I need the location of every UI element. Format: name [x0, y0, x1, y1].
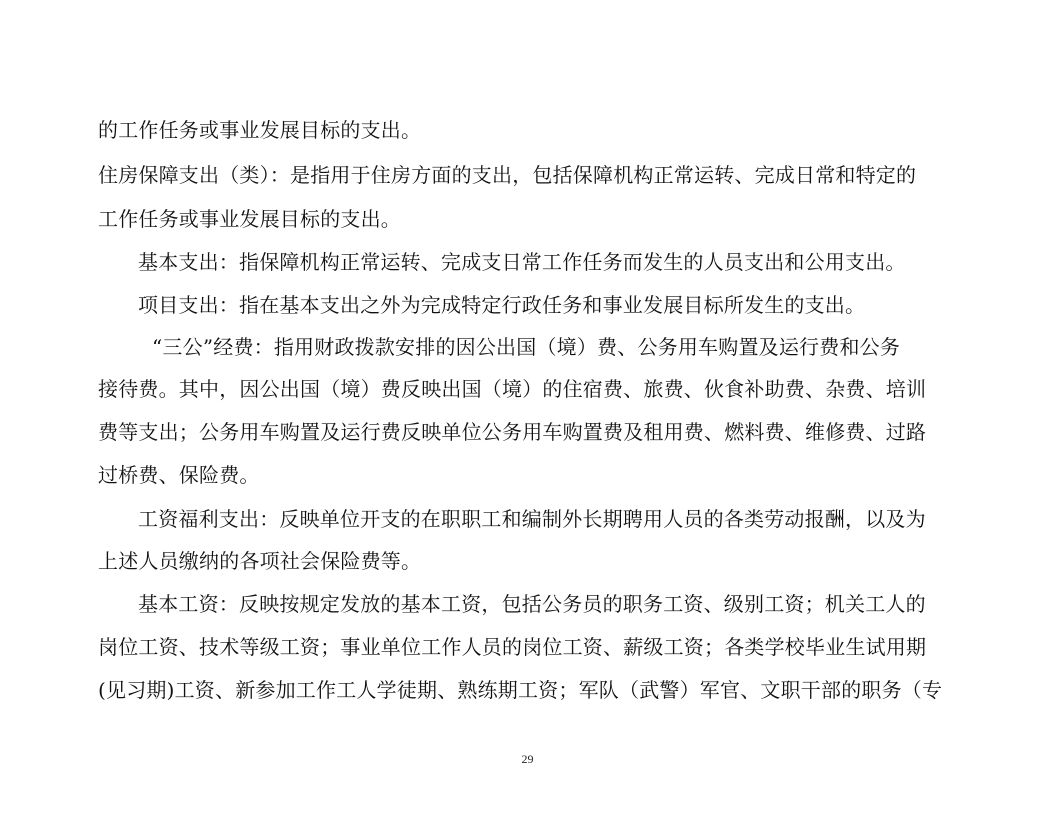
- text-line-4: 基本支出：指保障机构正常运转、完成支日常工作任务而发生的人员支出和公用支出。: [138, 250, 906, 274]
- text-line-6: “三公”经费：指用财政拨款安排的因公出国（境）费、公务用车购置及运行费和公务: [152, 335, 901, 359]
- text-line-8: 费等支出；公务用车购置及运行费反映单位公务用车购置费及租用费、燃料费、维修费、过路: [98, 420, 927, 444]
- text-line-1: 的工作任务或事业发展目标的支出。: [98, 118, 422, 142]
- text-line-12: 基本工资：反映按规定发放的基本工资，包括公务员的职务工资、级别工资；机关工人的: [138, 592, 926, 616]
- text-line-14: (见习期)工资、新参加工作工人学徒期、熟练期工资；军队（武警）军官、文职干部的职务（专: [98, 678, 943, 702]
- text-line-7: 接待费。其中，因公出国（境）费反映出国（境）的住宿费、旅费、伙食补助费、杂费、培训: [98, 377, 927, 401]
- text-line-3: 工作任务或事业发展目标的支出。: [98, 207, 401, 231]
- text-line-5: 项目支出：指在基本支出之外为完成特定行政任务和事业发展目标所发生的支出。: [138, 293, 866, 317]
- text-line-2: 住房保障支出（类）：是指用于住房方面的支出，包括保障机构正常运转、完成日常和特定的: [98, 163, 917, 187]
- text-line-13: 岗位工资、技术等级工资；事业单位工作人员的岗位工资、薪级工资；各类学校毕业生试用期: [98, 635, 927, 659]
- text-line-10: 工资福利支出：反映单位开支的在职职工和编制外长期聘用人员的各类劳动报酬，以及为: [138, 507, 926, 531]
- page-number: 29: [521, 752, 534, 766]
- text-line-11: 上述人员缴纳的各项社会保险费等。: [98, 549, 422, 573]
- text-line-9: 过桥费、保险费。: [98, 463, 260, 487]
